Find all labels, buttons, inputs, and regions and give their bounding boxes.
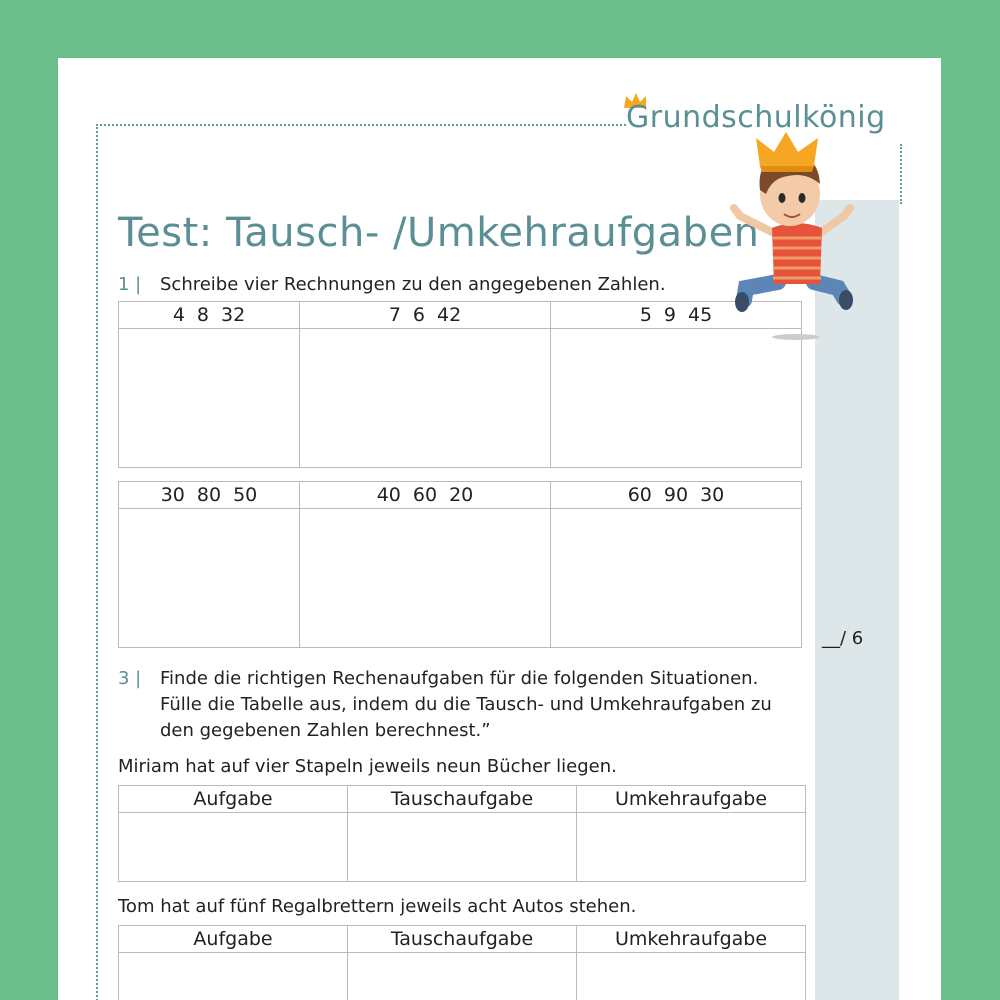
score-field[interactable]: __/ 6 <box>822 628 864 649</box>
answer-cell[interactable] <box>119 953 348 1000</box>
task3-number: 3 | <box>118 668 142 689</box>
answer-cell[interactable] <box>577 813 806 882</box>
answer-cell[interactable] <box>348 813 577 882</box>
boy-mascot-illustration <box>726 132 856 342</box>
answer-cell[interactable] <box>300 329 551 468</box>
situation-1-table <box>118 785 806 882</box>
task1-instruction: Schreibe vier Rechnungen zu den angegebenen Zahlen. <box>160 274 666 295</box>
task3-instruction-line2: Fülle die Tabelle aus, indem du die Tausch- und Umkehraufgaben zu <box>160 694 772 715</box>
answer-cell[interactable] <box>551 509 802 648</box>
task1-number: 1 | <box>118 274 142 295</box>
brand-logo: Grundschulkönig <box>626 100 886 135</box>
number-set-2: 7 6 42 <box>300 302 551 329</box>
column-header-tauschaufgabe: Tauschaufgabe <box>348 786 577 813</box>
dotted-frame-right <box>900 144 902 204</box>
answer-cell[interactable] <box>551 329 802 468</box>
dotted-frame-left <box>96 124 98 1000</box>
task1-grid-row2 <box>118 481 802 648</box>
dotted-frame-top <box>96 124 626 126</box>
task3-instruction-line1: Finde die richtigen Rechenaufgaben für die folgenden Situationen. <box>160 668 759 689</box>
situation-2-table <box>118 925 806 1000</box>
page-title: Test: Tausch- /Umkehraufgaben <box>118 210 760 256</box>
answer-cell[interactable] <box>119 329 300 468</box>
answer-cell[interactable] <box>348 953 577 1000</box>
situation-1: Miriam hat auf vier Stapeln jeweils neun Bücher liegen. <box>118 756 617 777</box>
column-header-aufgabe: Aufgabe <box>119 926 348 953</box>
task1-grid-row1 <box>118 301 802 468</box>
number-set-1: 4 8 32 <box>119 302 300 329</box>
answer-cell[interactable] <box>577 953 806 1000</box>
task3-instruction-line3: den gegebenen Zahlen berechnest.” <box>160 720 491 741</box>
answer-cell[interactable] <box>300 509 551 648</box>
column-header-umkehraufgabe: Umkehraufgabe <box>577 926 806 953</box>
situation-2: Tom hat auf fünf Regalbrettern jeweils acht Autos stehen. <box>118 896 637 917</box>
column-header-tauschaufgabe: Tauschaufgabe <box>348 926 577 953</box>
number-set-4: 30 80 50 <box>119 482 300 509</box>
answer-cell[interactable] <box>119 509 300 648</box>
number-set-3: 5 9 45 <box>551 302 802 329</box>
worksheet-page <box>58 58 941 1000</box>
column-header-aufgabe: Aufgabe <box>119 786 348 813</box>
number-set-5: 40 60 20 <box>300 482 551 509</box>
answer-cell[interactable] <box>119 813 348 882</box>
column-header-umkehraufgabe: Umkehraufgabe <box>577 786 806 813</box>
number-set-6: 60 90 30 <box>551 482 802 509</box>
